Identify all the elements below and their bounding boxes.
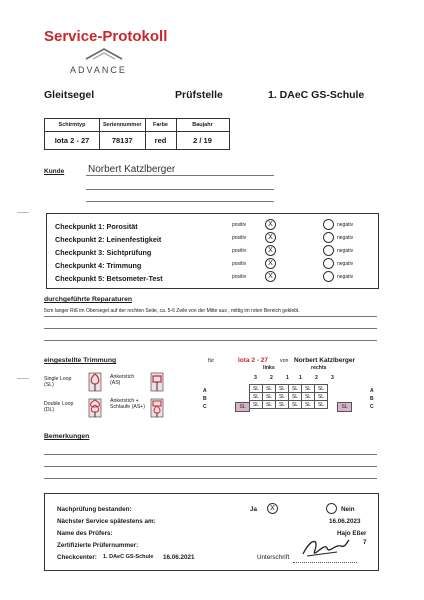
checkpoint-label: Checkpunkt 3: Sichtprüfung <box>55 248 152 257</box>
checkcenter-value: 1. DAeC GS-Schule <box>103 554 154 560</box>
positive-label: positiv <box>232 235 247 241</box>
trim-cell: SL <box>263 385 276 393</box>
spec-header: Schirmtyp <box>45 119 100 132</box>
trim-cell: SL <box>250 393 263 401</box>
brand-name: ADVANCE <box>70 65 127 75</box>
trim-cell: SL <box>276 401 289 409</box>
trim-von: von <box>280 358 289 364</box>
col-number: 2 <box>315 375 318 381</box>
punch-hole <box>17 212 29 213</box>
positive-checkbox[interactable]: X <box>265 232 276 243</box>
trim-cell: SL <box>315 385 328 393</box>
signature-icon <box>297 534 353 562</box>
checkpoint-label: Checkpunkt 2: Leinenfestigkeit <box>55 235 162 244</box>
negative-label: negativ <box>337 222 354 228</box>
trim-owner: Norbert Katzlberger <box>294 357 356 364</box>
spec-table <box>44 118 230 150</box>
pruefstelle-label: Prüfstelle <box>175 89 223 101</box>
unterschrift-label: Unterschrift <box>257 554 290 561</box>
kunde-label: Kunde <box>44 168 65 175</box>
negative-checkbox[interactable] <box>323 271 334 282</box>
kunde-value: Norbert Katzlberger <box>88 164 176 175</box>
trim-cell: SL <box>315 393 328 401</box>
positive-checkbox[interactable]: X <box>265 219 276 230</box>
spec-value: red <box>145 132 176 150</box>
col-number: 1 <box>286 375 289 381</box>
col-number: 3 <box>254 375 257 381</box>
zert-label: Zertifizierte Prüfernummer: <box>57 542 139 549</box>
row-label: A <box>203 388 207 394</box>
pruefer-name-label: Name des Prüfers: <box>57 530 113 537</box>
positive-checkbox[interactable]: X <box>265 258 276 269</box>
trim-cell: SL <box>263 393 276 401</box>
bemerkungen-label: Bemerkungen <box>44 433 90 440</box>
pruefer-name-value: Hajo Eßer <box>337 530 367 537</box>
device-type: Gleitsegel <box>44 89 95 101</box>
row-label: B <box>203 396 207 402</box>
spec-value: 78137 <box>100 132 146 150</box>
spec-value: 2 / 19 <box>176 132 229 150</box>
checkpoint-label: Checkpunkt 4: Trimmung <box>55 261 142 270</box>
zert-value: 7 <box>363 539 367 546</box>
negative-checkbox[interactable] <box>323 219 334 230</box>
checkpoint-label: Checkpunkt 1: Porosität <box>55 222 138 231</box>
row-label: B <box>370 396 374 402</box>
spec-header: Baujahr <box>176 119 229 132</box>
reparaturen-text: 5cm langer Riß im Obersegel auf der rechten Seite, ca. 5-6 Zeile von der Mitte aus , mittig im roten Bereich geklebt. <box>44 308 300 314</box>
checkcenter-label: Checkcenter: <box>57 554 97 561</box>
single-loop-label: Single Loop (SL) <box>44 376 72 388</box>
negative-checkbox[interactable] <box>323 258 334 269</box>
trim-cell: SL <box>315 401 328 409</box>
trim-cell: SL <box>263 401 276 409</box>
trim-cell: SL <box>276 393 289 401</box>
negative-checkbox[interactable] <box>323 245 334 256</box>
trimmung-label: eingestellte Trimmung <box>44 357 117 364</box>
negative-label: negativ <box>337 274 354 280</box>
single-loop-icon <box>88 372 102 392</box>
trim-cell: SL <box>289 385 302 393</box>
signature-line <box>293 562 357 563</box>
row-label: C <box>203 404 207 410</box>
trim-model: Iota 2 - 27 <box>238 357 268 364</box>
positive-label: positiv <box>232 261 247 267</box>
col-number: 1 <box>299 375 302 381</box>
nachpruefung-label: Nachprüfung bestanden: <box>57 506 132 513</box>
ja-checkbox[interactable]: X <box>267 503 278 514</box>
spec-header: Seriennummer <box>100 119 146 132</box>
advance-logo-icon <box>84 47 124 61</box>
spec-value: Iota 2 - 27 <box>45 132 100 150</box>
trim-cell: SL <box>276 385 289 393</box>
rechts-label: rechts <box>311 365 327 371</box>
double-loop-label: Double Loop (DL) <box>44 401 74 413</box>
trim-cell: SL <box>302 401 315 409</box>
punch-hole <box>17 378 29 379</box>
trim-cell: SL <box>289 393 302 401</box>
checkpoint-label: Checkpunkt 5: Betsometer-Test <box>55 274 163 283</box>
ja-label: Ja <box>250 506 258 513</box>
negative-label: negativ <box>337 235 354 241</box>
negative-label: negativ <box>337 261 354 267</box>
trim-cell: SL <box>250 385 263 393</box>
trim-cell-extra-left: SL <box>235 402 250 412</box>
positive-checkbox[interactable]: X <box>265 245 276 256</box>
checkcenter-date: 16.06.2021 <box>163 554 195 561</box>
col-number: 2 <box>270 375 273 381</box>
spec-header: Farbe <box>145 119 176 132</box>
row-label: C <box>370 404 374 410</box>
positive-checkbox[interactable]: X <box>265 271 276 282</box>
page-title: Service-Protokoll <box>44 28 168 45</box>
trim-grid <box>249 384 328 409</box>
positive-label: positiv <box>232 222 247 228</box>
pruefstelle-value: 1. DAeC GS-Schule <box>268 89 365 101</box>
trim-cell-extra-right: SL <box>337 402 352 412</box>
trim-cell: SL <box>302 393 315 401</box>
nein-checkbox[interactable] <box>326 503 337 514</box>
reparaturen-label: durchgeführte Reparaturen <box>44 296 132 303</box>
row-label: A <box>370 388 374 394</box>
trim-cell: SL <box>289 401 302 409</box>
double-loop-icon <box>88 398 102 418</box>
bottom-box <box>44 493 379 571</box>
negative-label: negativ <box>337 248 354 254</box>
ankerstich-icon <box>150 372 164 392</box>
links-label: links <box>263 365 275 371</box>
nein-label: Nein <box>341 506 355 513</box>
naechster-value: 16.06.2023 <box>329 518 361 525</box>
positive-label: positiv <box>232 248 247 254</box>
ankerstich-schlaufe-label: Ankerstich + Schlaufe (AS+) <box>110 398 146 410</box>
naechster-label: Nächster Service spätestens am: <box>57 518 156 525</box>
trim-cell: SL <box>302 385 315 393</box>
trim-cell: SL <box>250 401 263 409</box>
negative-checkbox[interactable] <box>323 232 334 243</box>
trim-fuer: für <box>208 358 215 364</box>
ankerstich-schlaufe-icon <box>150 398 164 418</box>
checkpoints-box <box>46 213 379 289</box>
positive-label: positiv <box>232 274 247 280</box>
col-number: 3 <box>331 375 334 381</box>
ankerstich-label: Ankerstich (AS) <box>110 374 135 386</box>
